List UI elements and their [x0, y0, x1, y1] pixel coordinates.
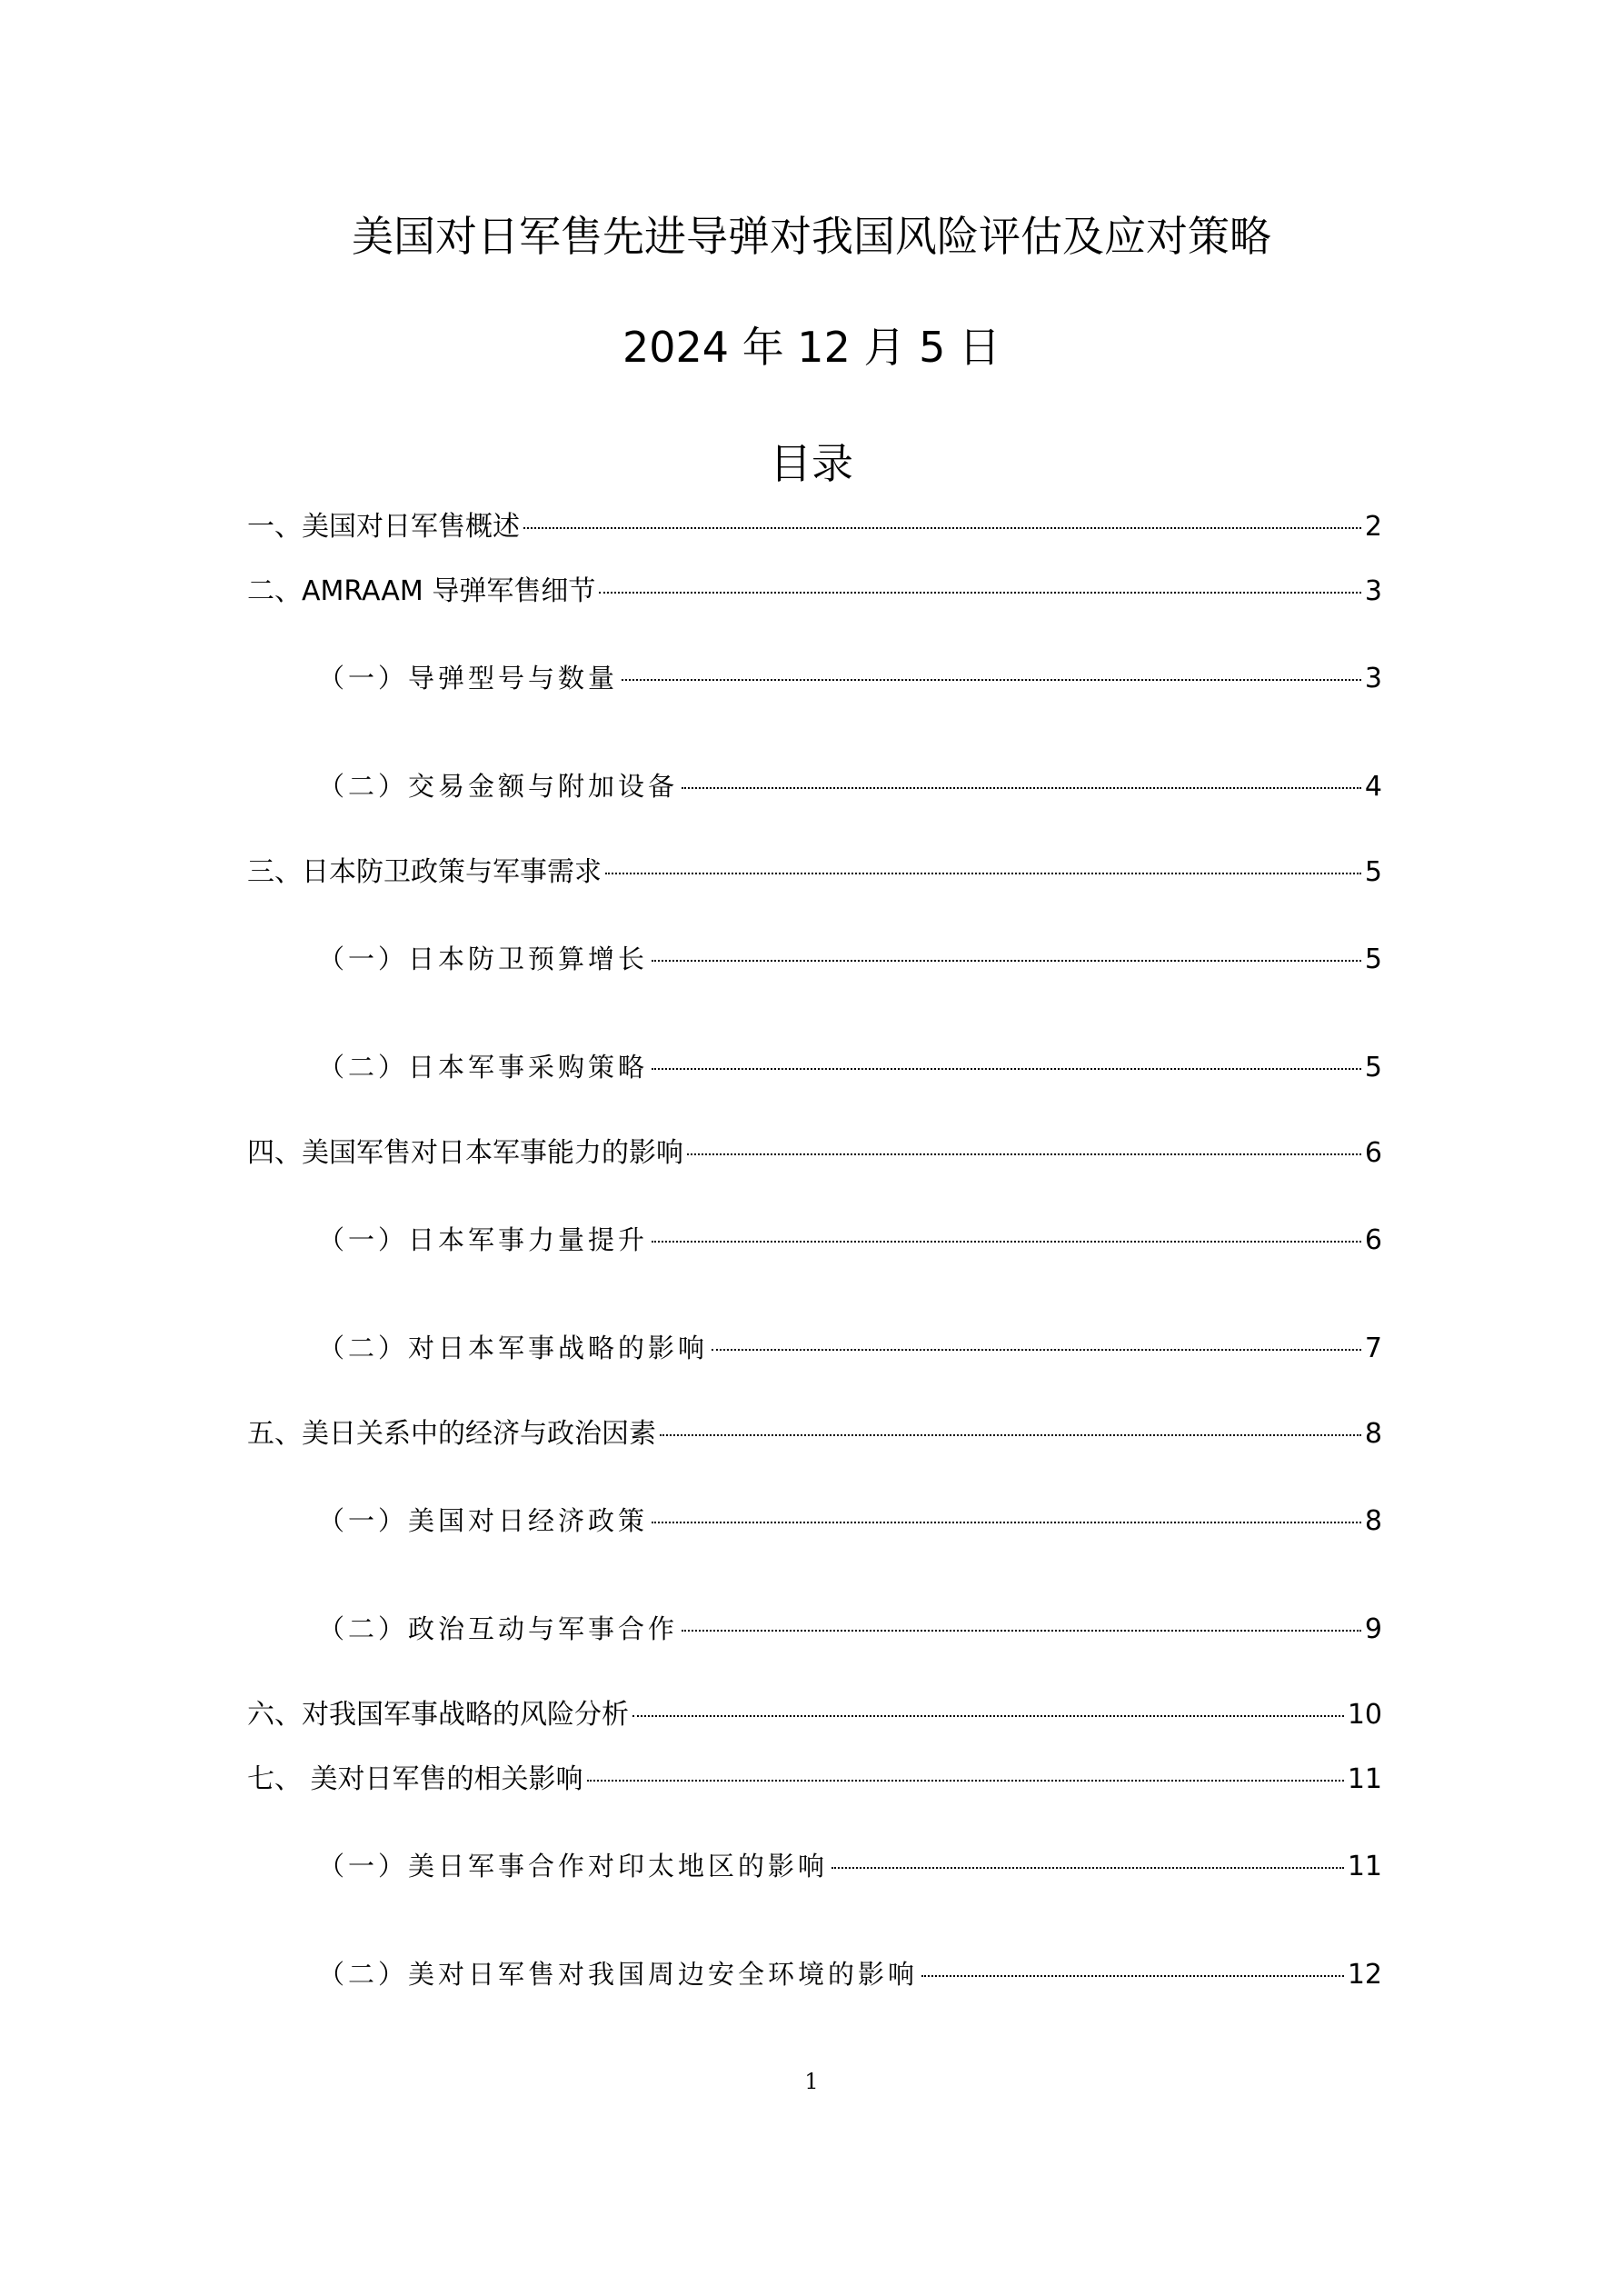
toc-entry[interactable]: [247, 853, 1382, 893]
toc-entry-label: （二）交易金额与附加设备: [318, 771, 679, 802]
toc-entry[interactable]: [247, 572, 1382, 612]
toc-entry-label: （一）美国对日经济政策: [318, 1505, 649, 1536]
toc-dot-leader: [652, 960, 1361, 962]
toc-dot-leader: [622, 679, 1361, 681]
toc-entry-label: 五、美日关系中的经济与政治因素: [247, 1418, 656, 1450]
toc-dot-leader: [660, 1434, 1361, 1436]
toc-entry-page: 6: [1364, 1137, 1382, 1169]
toc-entry-label: （一）美日军事合作对印太地区的影响: [318, 1851, 829, 1882]
page-number: 1: [804, 2069, 819, 2094]
toc-entry[interactable]: [318, 658, 1382, 698]
toc-dot-leader: [682, 787, 1361, 789]
toc-entry-page: 8: [1364, 1418, 1382, 1450]
toc-dot-leader: [687, 1153, 1361, 1155]
toc-entry-label: （一）导弹型号与数量: [318, 663, 619, 694]
toc-entry-page: 9: [1364, 1613, 1382, 1645]
toc-entry[interactable]: [318, 1047, 1382, 1087]
toc-entry-label: 六、对我国军事战略的风险分析: [247, 1699, 629, 1731]
document-title: 美国对日军售先进导弹对我国风险评估及应对策略: [352, 212, 1271, 261]
toc-entry-label: （二）美对日军售对我国周边安全环境的影响: [318, 1959, 919, 1990]
toc-entry-page: 12: [1347, 1959, 1382, 1991]
toc-entry-page: 3: [1364, 663, 1382, 694]
toc-entry-page: 11: [1347, 1851, 1382, 1882]
toc-entry[interactable]: [247, 1695, 1382, 1735]
toc-entry-label: （一）日本军事力量提升: [318, 1224, 649, 1255]
toc-entry-label: 七、 美对日军售的相关影响: [247, 1763, 583, 1795]
toc-entry-page: 7: [1364, 1333, 1382, 1364]
toc-dot-leader: [712, 1349, 1361, 1351]
toc-dot-leader: [599, 592, 1361, 594]
toc-dot-leader: [652, 1068, 1361, 1070]
toc-entry-page: 4: [1364, 771, 1382, 803]
toc-heading: 目录: [770, 439, 853, 488]
toc-entry-label: 二、AMRAAM 导弹军售细节: [247, 575, 596, 607]
toc-entry[interactable]: [247, 507, 1382, 547]
toc-dot-leader: [587, 1780, 1344, 1782]
toc-entry-page: 8: [1364, 1505, 1382, 1537]
toc-dot-leader: [652, 1522, 1361, 1523]
toc-dot-leader: [921, 1975, 1344, 1977]
toc-entry-page: 5: [1364, 943, 1382, 975]
toc-entry[interactable]: [247, 1133, 1382, 1173]
toc-entry[interactable]: [247, 1760, 1382, 1800]
toc-entry-page: 6: [1364, 1224, 1382, 1256]
toc-dot-leader: [652, 1241, 1361, 1243]
toc-entry-label: （一）日本防卫预算增长: [318, 943, 649, 974]
toc-entry-label: （二）对日本军事战略的影响: [318, 1333, 709, 1363]
toc-entry-label: 四、美国军售对日本军事能力的影响: [247, 1137, 683, 1169]
toc-entry[interactable]: [318, 1220, 1382, 1260]
toc-entry[interactable]: [247, 1414, 1382, 1454]
toc-entry-page: 5: [1364, 1052, 1382, 1083]
toc-entry-label: 一、美国对日军售概述: [247, 511, 520, 543]
toc-entry-label: 三、日本防卫政策与军事需求: [247, 856, 602, 888]
toc-entry[interactable]: [318, 766, 1382, 806]
toc-entry[interactable]: [318, 1609, 1382, 1649]
toc-entry-page: 5: [1364, 856, 1382, 888]
toc-entry-page: 3: [1364, 575, 1382, 607]
toc-entry[interactable]: [318, 1954, 1382, 1994]
toc-dot-leader: [831, 1867, 1344, 1869]
toc-entry-page: 10: [1347, 1699, 1382, 1731]
document-date: 2024 年 12 月 5 日: [622, 323, 1001, 372]
toc-entry-page: 11: [1347, 1763, 1382, 1795]
toc-entry-label: （二）政治互动与军事合作: [318, 1613, 679, 1644]
toc-dot-leader: [605, 873, 1361, 874]
toc-dot-leader: [523, 527, 1361, 529]
toc-entry[interactable]: [318, 1501, 1382, 1541]
toc-dot-leader: [682, 1630, 1361, 1632]
toc-entry-label: （二）日本军事采购策略: [318, 1052, 649, 1083]
toc-dot-leader: [632, 1715, 1344, 1717]
toc-entry-page: 2: [1364, 511, 1382, 543]
toc-entry[interactable]: [318, 1328, 1382, 1368]
toc-entry[interactable]: [318, 1846, 1382, 1886]
toc-entry[interactable]: [318, 939, 1382, 979]
